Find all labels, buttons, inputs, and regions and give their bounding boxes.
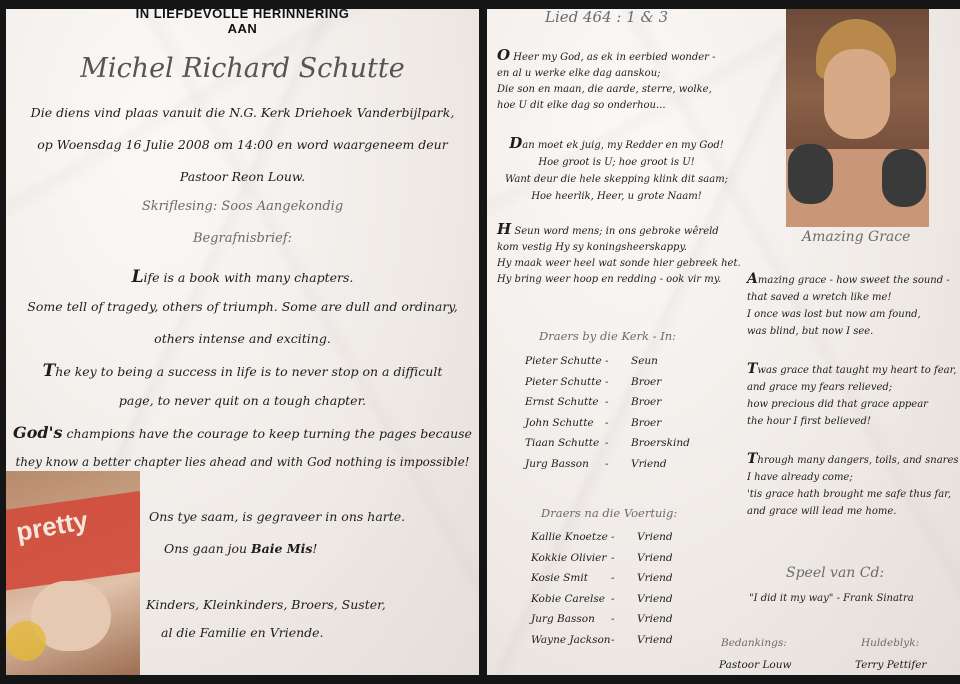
bearers-vehicle-title: Draers na die Voertuig: bbox=[541, 506, 678, 520]
header-line-2: AAN bbox=[227, 21, 258, 36]
drop-cap: A bbox=[747, 271, 758, 287]
verse-line: I once was lost but now am found, bbox=[747, 309, 921, 320]
bearer-row: Pieter Schutte - Seun bbox=[525, 351, 690, 372]
service-line-1: Die diens vind plaas vanuit die N.G. Kerk Driehoek Vanderbijlpark, bbox=[30, 105, 455, 120]
poem-line-2 bbox=[6, 299, 479, 314]
verse-line: Hy bring weer hoop en redding - ook vir my. bbox=[497, 274, 722, 285]
bearer-row: John Schutte - Broer bbox=[525, 413, 690, 434]
poem-text: page, to never quit on a tough chapter. bbox=[118, 393, 367, 408]
bearer-relation: Broer bbox=[631, 396, 662, 408]
verse-line: Die son en maan, die aarde, sterre, wolke, bbox=[497, 84, 712, 95]
hymn-title: Lied 464 : 1 & 3 bbox=[545, 9, 669, 26]
drop-cap: H bbox=[497, 220, 512, 238]
bearer-relation: Broer bbox=[631, 375, 662, 388]
left-page bbox=[6, 9, 479, 675]
verse-line: the hour I first believed! bbox=[747, 416, 871, 427]
verse-line: was blind, but now I see. bbox=[747, 326, 874, 337]
service-line-3: Pastoor Reon Louw. bbox=[179, 169, 306, 184]
verse-line: and grace will lead me home. bbox=[747, 506, 897, 517]
bearer-row: Ernst Schutte - Broer bbox=[525, 392, 690, 413]
family-line-1: Kinders, Kleinkinders, Broers, Suster, bbox=[146, 597, 386, 612]
verse-line: hoe U dit elke dag so onderhou... bbox=[497, 100, 666, 111]
photo-caption: Amazing Grace bbox=[802, 229, 911, 245]
boxing-glove-left bbox=[788, 144, 833, 204]
bearer-relation: Broer bbox=[631, 416, 662, 429]
poem-line-5 bbox=[6, 393, 479, 408]
bearer-relation: Vriend bbox=[637, 551, 673, 564]
poem-text: he key to being a success in life is to never stop on a difficult bbox=[55, 364, 443, 379]
bearer-name: Tiaan Schutte bbox=[525, 437, 600, 449]
bearer-name: Jurg Basson bbox=[531, 613, 595, 625]
closing-text: Ons gaan jou bbox=[164, 541, 252, 556]
poem-line-6 bbox=[6, 423, 479, 442]
verse-line: an moet ek juig, my Redder en my God! bbox=[522, 140, 724, 151]
verse-line: Hy maak weer heel wat sonde hier gebreek het. bbox=[497, 258, 741, 269]
boxing-glove-right bbox=[882, 149, 926, 207]
bearer-relation: Vriend bbox=[631, 457, 667, 470]
bearer-row: Jurg Basson - Vriend bbox=[525, 454, 690, 475]
bearers-church-list bbox=[525, 351, 690, 474]
verse-line: how precious did that grace appear bbox=[747, 399, 928, 410]
verse-line: was grace that taught my heart to fear, bbox=[757, 365, 957, 376]
thanks-name: Pastoor Louw bbox=[719, 659, 792, 671]
bearer-relation: Broerskind bbox=[631, 437, 690, 449]
deceased-name: Michel Richard Schutte bbox=[80, 53, 405, 84]
bearers-vehicle-list bbox=[531, 527, 673, 650]
closing-text-end: ! bbox=[312, 541, 318, 556]
drop-cap: T bbox=[747, 361, 758, 377]
closing-line-1: Ons tye saam, is gegraveer in ons harte. bbox=[149, 509, 406, 524]
bearer-name: Wayne Jackson bbox=[531, 633, 611, 646]
bearer-relation: Vriend bbox=[637, 633, 673, 646]
service-line-2: op Woensdag 16 Julie 2008 om 14:00 en word waargeneem deur bbox=[37, 137, 448, 152]
bearer-row: Kobie Carelse - Vriend bbox=[531, 589, 673, 610]
verse-line: kom vestig Hy sy koningsheerskappy. bbox=[497, 242, 687, 253]
closing-emphasis: Baie Mis bbox=[251, 541, 313, 556]
right-page bbox=[487, 9, 960, 675]
poem-line-7 bbox=[6, 455, 479, 469]
poem-text: ife is a book with many chapters. bbox=[143, 270, 354, 285]
verse-line: Hoe groot is U; hoe groot is U! bbox=[538, 157, 695, 168]
grace-verse-3 bbox=[747, 451, 959, 520]
drop-cap: L bbox=[131, 267, 144, 287]
verse-line: 'tis grace hath brought me safe thus far, bbox=[747, 489, 952, 500]
bearer-name: Jurg Basson bbox=[525, 457, 589, 470]
hymn-verse-3 bbox=[497, 221, 741, 288]
poem-text: they know a better chapter lies ahead and with God nothing is impossible! bbox=[15, 455, 470, 469]
bearer-name: Pieter Schutte bbox=[525, 375, 602, 388]
bearer-row: Kallie Knoetze - Vriend bbox=[531, 527, 673, 548]
hymn-verse-1 bbox=[497, 47, 716, 114]
poem-line-3 bbox=[6, 331, 479, 346]
cd-song: "I did it my way" - Frank Sinatra bbox=[749, 593, 914, 604]
drop-cap: God's bbox=[13, 423, 63, 442]
drop-cap: T bbox=[747, 451, 758, 467]
verse-line: Hoe heerlik, Heer, u grote Naam! bbox=[531, 191, 702, 202]
bearer-row: Kokkie Olivier - Vriend bbox=[531, 548, 673, 569]
family-line-2: al die Familie en Vriende. bbox=[161, 625, 324, 640]
bearer-row: Tiaan Schutte - Broerskind bbox=[525, 433, 690, 454]
bearer-name: Kosie Smit bbox=[531, 572, 588, 584]
child-photo bbox=[6, 471, 140, 675]
bearer-name: Pieter Schutte bbox=[525, 355, 602, 367]
cd-title: Speel van Cd: bbox=[786, 565, 885, 581]
poem-text: Some tell of tragedy, others of triumph. Some are dull and ordinary, bbox=[27, 299, 458, 314]
bearer-row: Kosie Smit - Vriend bbox=[531, 568, 673, 589]
verse-line: en al u werke elke dag aanskou; bbox=[497, 68, 661, 79]
verse-line: that saved a wretch like me! bbox=[747, 292, 892, 303]
drop-cap: O bbox=[497, 46, 511, 64]
boxer-photo bbox=[786, 9, 929, 227]
bearer-relation: Vriend bbox=[637, 572, 673, 584]
bearer-relation: Vriend bbox=[637, 613, 673, 625]
bearer-row: Pieter Schutte - Broer bbox=[525, 372, 690, 393]
bearer-relation: Vriend bbox=[637, 531, 673, 543]
header-line-1: IN LIEFDEVOLLE HERINNERING bbox=[135, 9, 350, 21]
bearer-relation: Vriend bbox=[637, 592, 673, 605]
drop-cap: D bbox=[509, 134, 523, 152]
bearer-name: Kallie Knoetze bbox=[531, 531, 608, 543]
grace-verse-1 bbox=[747, 271, 950, 340]
bearer-name: Kokkie Olivier bbox=[531, 551, 607, 564]
flower bbox=[6, 621, 46, 661]
bearer-relation: Seun bbox=[631, 355, 658, 367]
thanks-label: Bedankings: bbox=[721, 637, 787, 649]
drop-cap: T bbox=[42, 361, 56, 381]
tribute-label: Huldeblyk: bbox=[861, 637, 920, 649]
verse-line: I have already come; bbox=[747, 472, 853, 483]
bearer-row: Jurg Basson - Vriend bbox=[531, 609, 673, 630]
verse-line: Seun word mens; in ons gebroke wêreld bbox=[514, 226, 719, 237]
face bbox=[824, 49, 890, 139]
verse-line: hrough many dangers, toils, and snares bbox=[757, 455, 959, 466]
poem-text: others intense and exciting. bbox=[154, 331, 331, 346]
bearer-name: Kobie Carelse bbox=[531, 592, 606, 605]
poem-line-4 bbox=[6, 361, 479, 381]
tribute-name: Terry Pettifer bbox=[855, 659, 927, 671]
bearer-name: Ernst Schutte bbox=[525, 396, 599, 408]
scripture-reading: Skriflesing: Soos Aangekondig bbox=[141, 199, 344, 214]
hymn-verse-2 bbox=[505, 135, 728, 205]
closing-line-2 bbox=[164, 541, 317, 556]
bearer-row: Wayne Jackson- Vriend bbox=[531, 630, 673, 651]
bearers-church-title: Draers by die Kerk - In: bbox=[539, 329, 677, 343]
verse-line: Want deur die hele skepping klink dit saam; bbox=[505, 174, 729, 185]
verse-line: Heer my God, as ek in eerbied wonder - bbox=[513, 52, 716, 63]
headband-text: pretty bbox=[13, 504, 91, 548]
grace-verse-2 bbox=[747, 361, 956, 430]
bearer-name: John Schutte bbox=[525, 416, 594, 429]
poem-text: champions have the courage to keep turning the pages because bbox=[62, 426, 472, 441]
verse-line: and grace my fears relieved; bbox=[747, 382, 893, 393]
funeral-letter-label: Begrafnisbrief: bbox=[192, 231, 293, 246]
poem-line-1 bbox=[6, 267, 479, 287]
verse-line: mazing grace - how sweet the sound - bbox=[757, 275, 950, 286]
